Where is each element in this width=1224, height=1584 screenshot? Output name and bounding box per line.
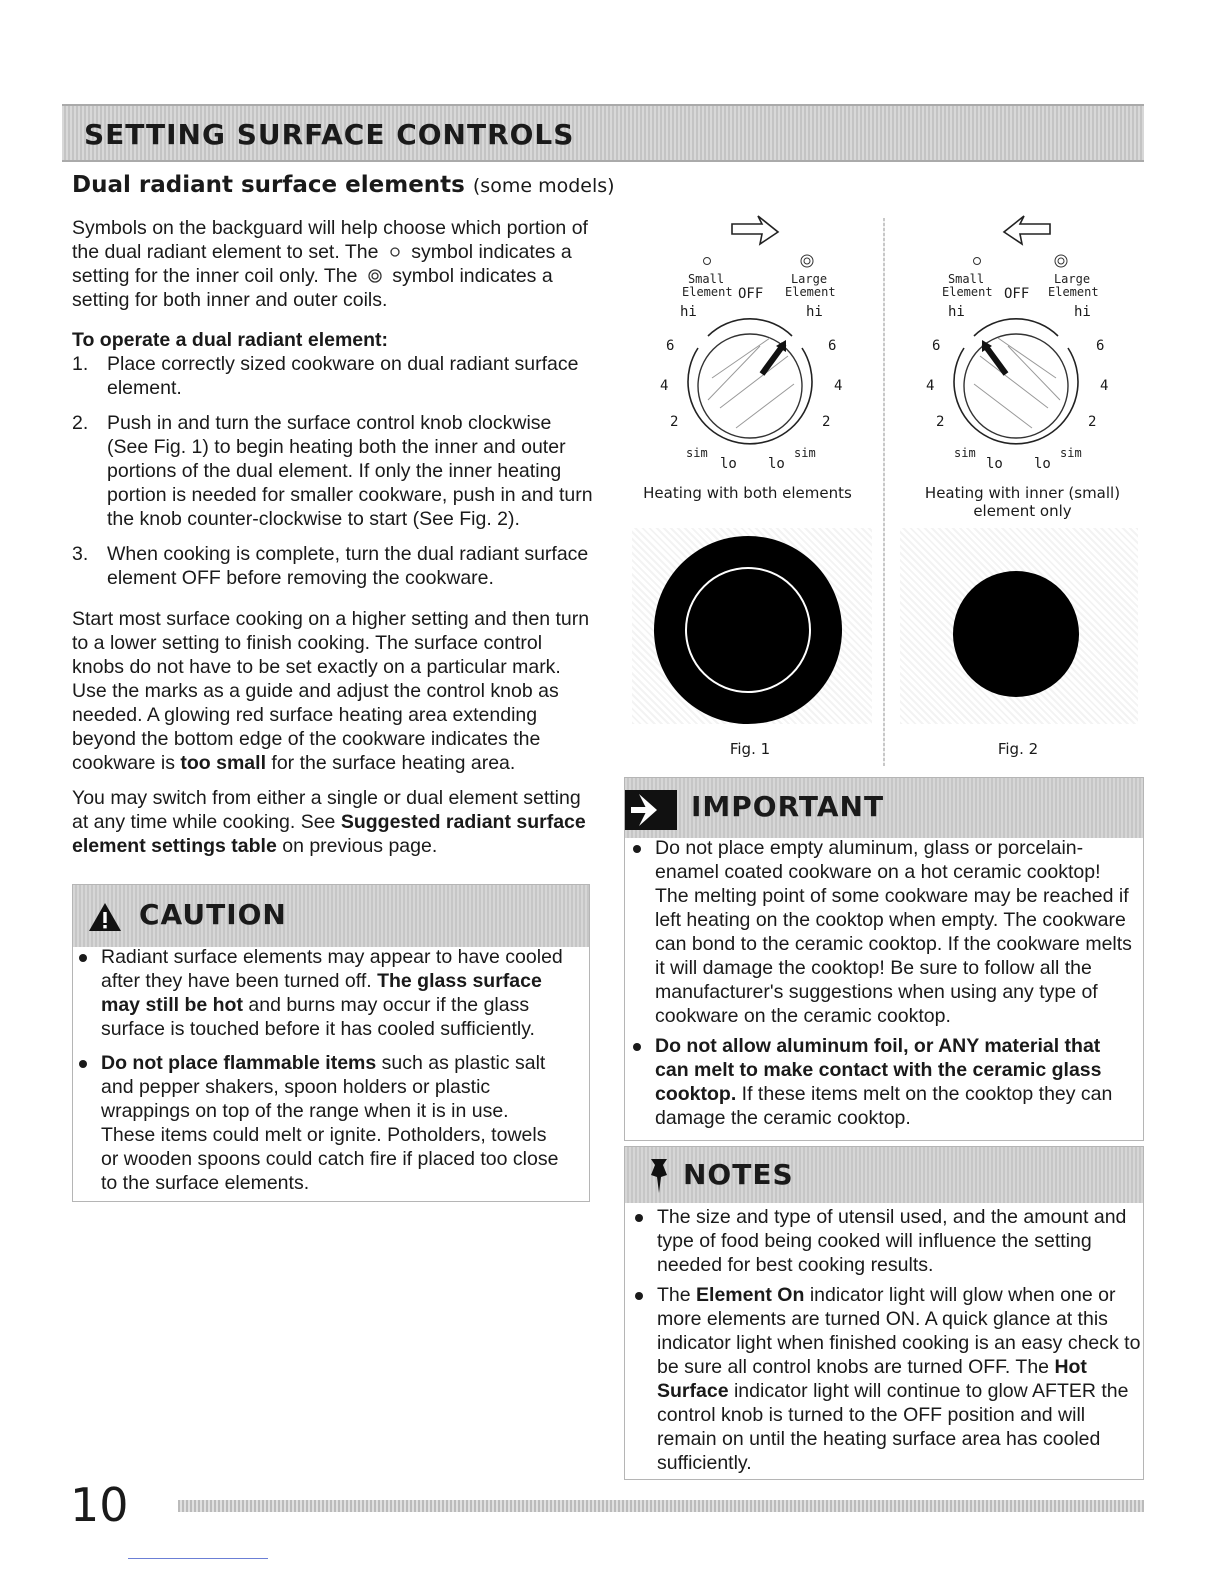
inner-burner-icon: [952, 570, 1080, 698]
step-number: 3.: [72, 543, 89, 565]
paragraph-text: for the surface heating area.: [271, 752, 516, 774]
intro-text: symbol indicates a: [392, 265, 553, 287]
sim-label: sim: [794, 446, 816, 460]
hi-label: hi: [948, 304, 965, 320]
dual-coil-symbol-icon: [367, 268, 383, 284]
hi-label: hi: [806, 304, 823, 320]
setting-6-label: 6: [666, 338, 675, 354]
control-knob-icon: [660, 308, 843, 458]
intro-line: [72, 240, 592, 264]
inner-coil-symbol-icon: [972, 256, 982, 266]
setting-4-label: 4: [660, 378, 669, 394]
setting-2-label: 2: [822, 414, 831, 430]
important-header: [625, 778, 1143, 838]
footer-bar: [178, 1500, 1144, 1512]
lo-label: lo: [1034, 456, 1051, 472]
important-box: [624, 777, 1144, 1141]
small-text: Small: [687, 272, 725, 286]
caution-text: such as plastic salt and pepper shakers, spoon holders or plastic wrappings on top of the range when it is in use. These items could melt or ignite. Potholders, towels or wooden spoons could catch fire if placed too close to the surface elements.: [101, 1052, 559, 1194]
off-label: OFF: [738, 286, 764, 302]
dual-coil-symbol-icon: [1054, 254, 1068, 268]
notes-header: [625, 1147, 1143, 1203]
intro-text: symbol indicates a: [411, 241, 572, 263]
page-number: 10: [70, 1478, 129, 1532]
small-text: Small: [947, 272, 985, 286]
element-text: Element: [1048, 285, 1099, 299]
notes-box: [624, 1146, 1144, 1480]
small-element-label: [682, 272, 733, 299]
notes-list: [629, 1205, 1141, 1481]
lo-label: lo: [768, 456, 785, 472]
caution-bold: The glass surface may still be hot: [101, 970, 542, 1016]
bullet-icon: [635, 1214, 643, 1222]
switch-setting-paragraph: [72, 786, 592, 858]
paragraph-bold: Suggested radiant surface element settings table: [72, 811, 586, 857]
step-number: 2.: [72, 412, 89, 434]
element-text: Element: [785, 285, 836, 299]
notes-item: [629, 1283, 1141, 1475]
notes-label: NOTES: [683, 1158, 794, 1191]
large-element-label: [1048, 272, 1099, 299]
notes-item: [629, 1205, 1141, 1277]
step-item: [72, 411, 597, 531]
caution-header: [73, 885, 589, 947]
section-banner: [62, 104, 1144, 162]
setting-2-label: 2: [1088, 414, 1097, 430]
caution-list: [73, 945, 563, 1201]
important-arrow-icon: [625, 790, 677, 830]
inner-coil-symbol-icon: [388, 245, 402, 259]
step-number: 1.: [72, 353, 89, 375]
section-heading: [72, 172, 615, 198]
important-item: [627, 836, 1139, 1028]
small-element-label: [942, 272, 993, 299]
lo-label: lo: [720, 456, 737, 472]
element-text: Element: [682, 285, 733, 299]
control-knob-icon: [926, 308, 1109, 458]
section-heading-suffix: (some models): [472, 175, 615, 197]
operate-heading: To operate a dual radiant element:: [72, 329, 389, 351]
intro-line: Symbols on the backguard will help choose which portion of: [72, 217, 588, 239]
figure-1-label: Fig. 1: [729, 740, 771, 758]
caution-text: Radiant surface elements may appear to have cooled after they have been turned off.: [101, 946, 563, 992]
step-text: Place correctly sized cookware on dual radiant surface element.: [107, 353, 579, 399]
important-text: If these items melt on the cooktop they can damage the ceramic cooktop.: [655, 1083, 1113, 1129]
off-label: OFF: [1004, 286, 1030, 302]
bullet-icon: [633, 1043, 641, 1051]
setting-6-label: 6: [828, 338, 837, 354]
figure-2: [890, 212, 1145, 772]
notes-text: indicator light will glow when one or more elements are turned ON. A quick glance at this indicator light when finished cooking is an easy check to be sure all control knobs are turned OFF. The: [657, 1284, 1141, 1378]
intro-text: the dual radiant element to set. The: [72, 241, 379, 263]
setting-4-label: 4: [834, 378, 843, 394]
counter-clockwise-arrow-icon: [1000, 212, 1052, 248]
caution-text: and burns may occur if the glass surface is touched before it has cooled sufficiently.: [101, 994, 535, 1040]
banner-title: SETTING SURFACE CONTROLS: [84, 118, 575, 151]
notes-bold: Element On: [696, 1284, 805, 1306]
step-text: Push in and turn the surface control knob clockwise (See Fig. 1) to begin heating both the inner and outer portions of the dual element. If only the inner heating portion is needed for smaller cookware, push in and turn the knob counter-clockwise to start (See Fig. 2).: [107, 412, 593, 530]
caution-box: [72, 884, 590, 1202]
notes-pin-icon: [645, 1157, 673, 1195]
sim-label: sim: [686, 446, 708, 460]
bullet-icon: [79, 1060, 87, 1068]
caution-item: [73, 945, 563, 1041]
important-text: Do not place empty aluminum, glass or porcelain-enamel coated cookware on a hot ceramic cooktop! The melting point of some cookware may be reached if left heating on the cooktop when empty. The cookware can bond to the ceramic cooktop. If the cookware melts it will damage the cooktop! Be sure to follow all the manufacturer's suggestions when using any type of cookware on the ceramic cooktop.: [655, 837, 1132, 1027]
setting-2-label: 2: [670, 414, 679, 430]
bullet-icon: [633, 845, 641, 853]
notes-text: The size and type of utensil used, and the amount and type of food being cooked will influence the setting needed for best cooking results.: [657, 1206, 1127, 1276]
intro-line: [72, 264, 592, 288]
hi-label: hi: [680, 304, 697, 320]
section-heading-text: Dual radiant surface elements: [72, 172, 465, 198]
intro-paragraph: [72, 216, 592, 312]
large-element-label: [785, 272, 836, 299]
setting-4-label: 4: [926, 378, 935, 394]
dual-burner-icon: [652, 534, 844, 726]
caution-label: CAUTION: [139, 898, 287, 931]
bullet-icon: [79, 954, 87, 962]
bullet-icon: [635, 1292, 643, 1300]
figure-1: [620, 212, 875, 772]
inner-coil-symbol-icon: [702, 256, 712, 266]
paragraph-bold: too small: [180, 752, 266, 774]
setting-6-label: 6: [1096, 338, 1105, 354]
paragraph-text: on previous page.: [282, 835, 438, 857]
setting-6-label: 6: [932, 338, 941, 354]
important-list: [627, 836, 1139, 1136]
notes-bold: Hot Surface: [657, 1356, 1087, 1402]
paragraph-text: You may switch from either a single or dual element setting at any time while cooking. See: [72, 787, 581, 833]
warning-triangle-icon: [87, 901, 123, 933]
setting-2-label: 2: [936, 414, 945, 430]
element-text: Element: [942, 285, 993, 299]
caution-item: [73, 1051, 563, 1195]
sim-label: sim: [954, 446, 976, 460]
important-bold: Do not allow aluminum foil, or ANY material that can melt to make contact with the ceramic glass cooktop.: [655, 1035, 1102, 1105]
paragraph-text: Start most surface cooking on a higher setting and then turn to a lower setting to finish cooking. The surface control knobs do not have to be set exactly on a particular mark. Use the marks as a guide and adjust the control knob as needed. A glowing red surface heating area extending beyond the bottom edge of the cookware indicates the cookware is: [72, 608, 590, 774]
operate-steps: [72, 352, 597, 601]
setting-4-label: 4: [1100, 378, 1109, 394]
large-text: Large: [790, 272, 828, 286]
figure-1-caption: Heating with both elements: [643, 484, 852, 502]
intro-line: setting for both inner and outer coils.: [72, 289, 388, 311]
figure-2-label: Fig. 2: [997, 740, 1039, 758]
dual-coil-symbol-icon: [800, 254, 814, 268]
figure-2-caption: Heating with inner (small) element only: [924, 484, 1121, 520]
hi-label: hi: [1074, 304, 1091, 320]
notes-text: indicator light will continue to glow AFTER the control knob is turned to the OFF position and will remain on until the heating surface area has cooled sufficiently.: [657, 1380, 1129, 1474]
caution-bold: Do not place flammable items: [101, 1052, 377, 1074]
step-item: [72, 352, 597, 400]
notes-text: The: [657, 1284, 691, 1306]
step-item: [72, 542, 597, 590]
footer-underline: [128, 1558, 268, 1559]
clockwise-arrow-icon: [730, 212, 782, 248]
important-label: IMPORTANT: [691, 790, 885, 823]
surface-cooking-paragraph: [72, 607, 592, 775]
sim-label: sim: [1060, 446, 1082, 460]
lo-label: lo: [986, 456, 1003, 472]
figure-divider: [883, 218, 885, 766]
large-text: Large: [1053, 272, 1091, 286]
intro-text: setting for the inner coil only. The: [72, 265, 358, 287]
step-text: When cooking is complete, turn the dual radiant surface element OFF before removing the cookware.: [107, 543, 589, 589]
important-item: [627, 1034, 1139, 1130]
